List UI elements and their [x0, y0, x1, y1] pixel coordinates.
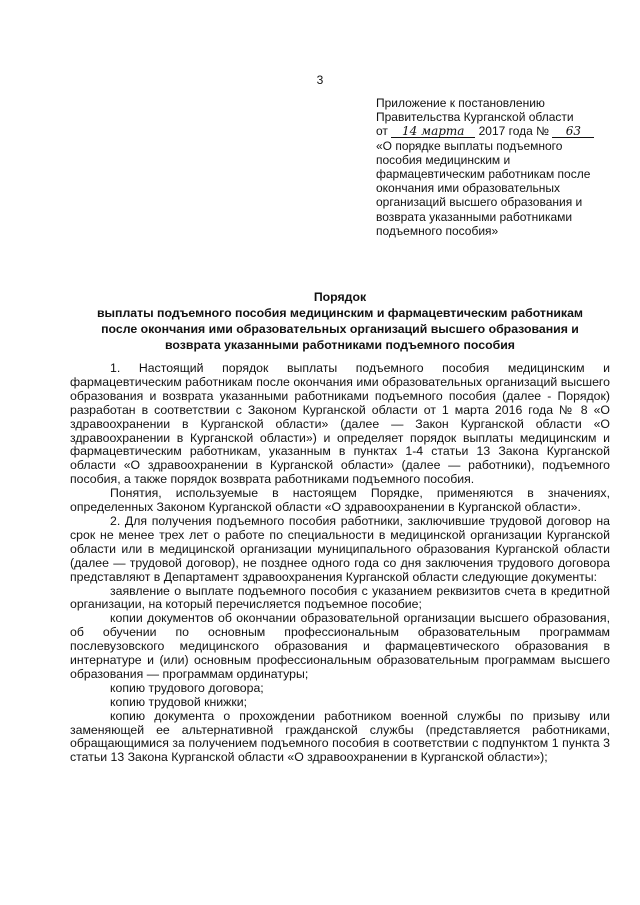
paragraph-6: копию трудового договора;	[110, 680, 264, 695]
paragraph-5: копии документов об окончании образовательной организации высшего образования, об обучении по основным профессиональным образовательным программам послевузовского медицинского образования и фармацевтического образования в интернатуре и (или) основным профессиональным образовательным программам высшего образования — программам ординатуры;	[70, 611, 610, 681]
appendix-date-line	[376, 124, 611, 138]
appendix-subject-line: возврата указанными работниками	[376, 209, 573, 224]
title-line-2: выплаты подъемного пособия медицинским и фармацевтическим работникам	[96, 306, 584, 320]
appendix-subject-line: пособия медицинским и	[376, 152, 511, 167]
title-line-3: после окончания ими образовательных организаций высшего образования и	[101, 322, 579, 336]
appendix-subject-line: подъемного пособия»	[376, 223, 499, 238]
appendix-subject-line: «О порядке выплаты подъемного	[376, 138, 563, 153]
title-line-4: возврата указанными работниками подъемного пособия	[165, 338, 515, 352]
handwritten-date: 14 марта	[391, 125, 475, 138]
page-number: 3	[316, 73, 324, 87]
document-body	[70, 362, 610, 765]
paragraph-8: копию документа о прохождении работником военной службы по призыву или заменяющей ее альтернативной гражданской службы (представляется работниками, обращающимися за получением подъемного пособия в соответствии с подпунктом 1 пункта 3 статьи 13 Закона Курганской области «О здравоохранении в Курганской области»);	[70, 708, 610, 765]
document-title	[70, 289, 610, 353]
paragraph-1: 1. Настоящий порядок выплаты подъемного пособия медицинским и фармацевтическим работникам после окончания ими образовательных организаций высшего образования и возврата указанными работниками подъемного пособия (далее - Порядок) разработан в соответствии с Законом Курганской области от 1 марта 2016 года № 8 «О здравоохранении в Курганской области» (далее — Закон Курганской области «О здравоохранении в Курганской области») и определяет порядок выплаты медицинским и фармацевтическим работникам, указанным в пунктах 1-4 статьи 13 Закона Курганской области «О здравоохранении в Курганской области» (далее — работники), подъемного пособия, а также порядок возврата работниками подъемного пособия.	[70, 361, 610, 487]
appendix-ot-label: от	[376, 124, 388, 139]
appendix-subject-line: организаций высшего образования и	[376, 195, 583, 210]
appendix-line-2: Правительства Курганской области	[376, 110, 574, 125]
handwritten-number: 63	[552, 125, 594, 138]
paragraph-4: заявление о выплате подъемного пособия с указанием реквизитов счета в кредитной организации, на который перечисляется подъемное пособие;	[70, 583, 610, 612]
title-line-1: Порядок	[313, 290, 367, 304]
appendix-subject-line: окончания ими образовательных	[376, 181, 561, 196]
paragraph-3: 2. Для получения подъемного пособия работники, заключившие трудовой договор на срок не менее трех лет о работе по специальности в медицинской организации Курганской области или в медицинской организации муниципального образования Курганской области (далее — трудовой договор), не позднее одного года со дня заключения трудового договора представляют в Департамент здравоохранения Курганской области следующие документы:	[70, 513, 610, 584]
appendix-block	[376, 96, 611, 238]
paragraph-2: Понятия, используемые в настоящем Порядке, применяются в значениях, определенных Законом Курганской области «О здравоохранении в Курганской области».	[70, 486, 610, 515]
appendix-year-text: 2017 года №	[478, 124, 550, 139]
appendix-subject-line: фармацевтическим работникам после	[376, 167, 591, 182]
appendix-line-1: Приложение к постановлению	[376, 96, 545, 110]
paragraph-7: копию трудовой книжки;	[110, 694, 248, 709]
